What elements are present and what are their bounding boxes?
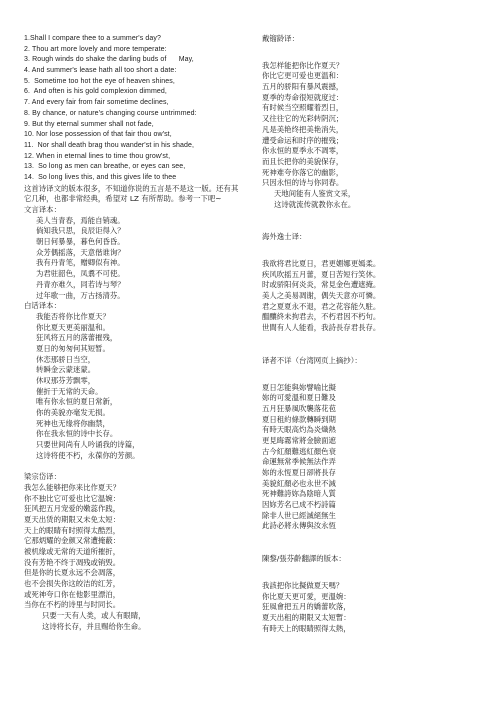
poem-line: 2. Thou art more lovely and more temperate: (24, 45, 167, 53)
spacer (262, 334, 494, 356)
poem-line: 美人之美易凋谢，偶失天意亦可憐。 (262, 291, 381, 301)
poem-line: 转瞬金云蒙迷蒙。 (36, 365, 96, 375)
poem-line: 休叹那芬芳飘零， (36, 376, 96, 385)
section-label: 梁宗岱译： (24, 472, 61, 482)
poem-line: 有时候当空照耀着烈日， (262, 103, 344, 113)
poem-line: 天上的眼睛有时照得太酷烈， (24, 525, 121, 535)
poem-line: 此詩必將永傳與汝永恆 (262, 521, 336, 531)
poem-line: 凡是美艳终把美艳消失， (262, 124, 344, 134)
poem-line: 11. Nor shall death brag thou wander'st in his shade, (24, 141, 195, 149)
intro-text: 它几种，也都非常经典，希望对 LZ 有所帮助。参考一下吧~ (24, 194, 222, 204)
poem-line: 为君驻韶色，凤翥不可使。 (36, 269, 125, 279)
poem-line: 夏日怎能與妳譬喻比擬 (262, 382, 336, 392)
poem-line: 美貌紅顏必也永世不減 (262, 478, 336, 488)
poem-line: 死神难夸你落它的幽影， (262, 167, 344, 177)
poem-line: 死神也无缘将你幽禁， (36, 418, 110, 428)
spacer (262, 243, 494, 259)
poem-line: 众芳偶摇落，天意偕谁询？ (36, 247, 125, 257)
poem-line: 命運無常季候無法作弄 (262, 457, 336, 467)
poem-line: 又往往它的光彩转阴沉； (262, 114, 344, 124)
poem-line: 你比夏天更可愛，更溫婉： (262, 591, 351, 601)
poem-line: 我能否将你比作夏天？ (36, 311, 110, 321)
poem-line: 丹青亦难久，同若诗与琴？ (36, 279, 125, 289)
poem-line: 只因永恒的诗与你同春。 (262, 178, 344, 188)
right-column (262, 34, 494, 634)
poem-line: 这诗将使不朽，永葆你的芳颜。 (36, 450, 140, 460)
poem-line: 你的美貌亦毫发无损。 (36, 408, 110, 418)
poem-line: 没有芳艳不终于凋残或销毁。 (24, 557, 121, 567)
poem-line: 3. Rough winds do shake the darling buds of May, (24, 56, 194, 64)
poem-line: 夏日租約條款轉瞬到期 (262, 414, 336, 424)
poem-line: 夏天出租的期限又太短暫： (262, 612, 351, 622)
poem-line: 有時天眼高灼為炎熾熱 (262, 425, 336, 435)
poem-line: 夏季的寿命很短就度过： (262, 92, 344, 102)
poem-line: 这诗就流传就教你永在。 (274, 199, 356, 209)
poem-line: 唯有你永恒的夏日常新， (36, 397, 118, 407)
poem-line: 10. Nor lose possession of that fair thou ow'st, (24, 131, 172, 139)
poem-line: 你比夏天更美丽温和。 (36, 322, 110, 332)
poem-line: 君之夏夏永不退，君之花容能久駐。 (262, 301, 381, 311)
poem-line: 我怎样能把你比作夏天？ (262, 60, 344, 70)
poem-line: 遭受命运和时序的摧残； (262, 135, 344, 145)
poem-line: 狂风将五月的落蕾摧残， (36, 333, 118, 343)
spacer (262, 532, 494, 554)
poem-line: 6. And often is his gold complexion dimmed, (24, 88, 167, 96)
poem-line: 五月狂暴風吹襲落花苞 (262, 403, 336, 413)
section-label: 文言译本： (24, 205, 61, 214)
section-label: 海外逸士译： (262, 232, 307, 242)
poem-line: 倘知我只思，良辰讵得入？ (36, 226, 125, 236)
poem-line: 或死神夸口你在他影里漂泊， (24, 589, 121, 599)
left-column (24, 34, 256, 633)
poem-line: 我怎么能够把你来比作夏天？ (24, 482, 121, 492)
poem-line: 我欲将君比夏日，君更媚娜更嫣柔。 (262, 259, 381, 268)
poem-line: 你永恒的夏季永不凋零， (262, 146, 344, 156)
baihua-translation (24, 312, 256, 462)
poem-line: 时或骄阳何炎炎，常見金色遭遮掩。 (262, 280, 381, 290)
poem-line: 狂风把五月宠爱的嫩蕊作践， (24, 504, 121, 514)
spacer (24, 462, 256, 473)
poem-line: 醞釀終未拘君去，不朽君因不朽句。 (262, 312, 381, 322)
poem-line: 它那炳耀的金颜又常遭掩蔽： (24, 536, 121, 546)
poem-line: 而且长把你的美貌保存， (262, 156, 344, 166)
poem-line: 5. Sometime too hot the eye of heaven shines, (24, 77, 175, 85)
dai-translation (262, 61, 494, 211)
chen-translation (262, 581, 494, 634)
poem-line: 也不会损失你这皎洁的红芳， (24, 579, 121, 589)
poem-line: 朝日何暴暴，暮色何昏昏。 (36, 237, 125, 247)
poem-line: 五月的骄阳有暴风震撼， (262, 82, 344, 92)
poem-line: 休恋那骄日当空， (36, 354, 96, 364)
poem-line: 13. So long as men can breathe, or eyes can see, (24, 163, 186, 171)
poem-line: 有時天上的眼睛照得太熱， (262, 623, 351, 633)
section-label: 陳黎/張芬齡翻譯的版本： (262, 554, 346, 564)
poem-line: 美人当青春，焉能自销魂。 (36, 215, 125, 225)
poem-line: 8. By chance, or nature's changing course untrimmed: (24, 109, 197, 117)
poem-line: 死神難誇妳為陰暗人質 (262, 489, 336, 499)
intro-text: 这首诗译文的版本很多，不知道你说的五言是不是这一版。还有其 (24, 183, 239, 193)
poem-line: 狂風會把五月的嬌蕾吹落， (262, 602, 351, 612)
spacer (262, 210, 494, 232)
poem-line: 天地间能有人鉴赏文采， (274, 188, 356, 198)
liang-translation (24, 483, 256, 633)
poem-line: 1.Shall I compare thee to a summer's day? (24, 35, 161, 42)
poem-line: 催折于无常的天命。 (36, 386, 103, 396)
poem-line: 妳的可愛溫和夏日難及 (262, 393, 336, 403)
poem-line: 古今紅顏難逃紅顏色衰 (262, 446, 336, 456)
poem-line: 夏日的匆匆何其短暂。 (36, 343, 110, 353)
poem-line: 只要一天有人类，或人有眼睛， (42, 611, 146, 621)
poem-line: 只要世间尚有人吟诵我的诗篇， (36, 440, 140, 450)
poem-line: 14. So long lives this, and this gives life to thee (24, 173, 177, 181)
section-label: 译者不详（台湾网页上摘抄）： (262, 355, 362, 365)
poem-line: 这诗将长存，并且赐给你生命。 (42, 621, 146, 631)
poem-line: 当你在不朽的诗里与时同长。 (24, 600, 121, 610)
poem-line: 你比它更可爱也更温和： (262, 71, 344, 81)
poem-line: 7. And every fair from fair sometime declines, (24, 99, 169, 107)
poem-line: 疾风吹摇五月蕾，夏日苦短行笑休。 (262, 269, 381, 279)
poem-line: 夏天出赁的期限又未免太短： (24, 514, 121, 524)
poem-line: 但是你的长夏永远不会凋落， (24, 568, 121, 578)
poem-line: 过年歌一曲，万古扬清芬。 (36, 290, 125, 300)
poem-line: 除非人世已經滅絕無生 (262, 510, 336, 520)
haiwai-translation (262, 259, 494, 334)
taiwan-translation (262, 383, 494, 533)
english-poem (24, 34, 256, 184)
section-label: 白话译本： (24, 301, 61, 311)
poem-line: 更見晦霧常將金臉面遮 (262, 435, 336, 445)
poem-line: 因妳芳名已成不朽詩篇 (262, 500, 336, 510)
poem-line: 4. And summer's lease hath all too short a date: (24, 67, 177, 75)
poem-line: 妳的永恆夏日卻將長存 (262, 468, 336, 477)
poem-line: 9. But thy eternal summer shall not fade, (24, 120, 154, 128)
spacer (262, 367, 494, 383)
poem-line: 12. When in eternal lines to time thou grow'st, (24, 152, 171, 160)
spacer (262, 45, 494, 61)
section-label: 戴镏龄译： (262, 34, 299, 43)
poem-line: 被机缘或无常的天道所摧折， (24, 547, 121, 556)
poem-line: 你不独比它可爱也比它温婉： (24, 493, 121, 503)
poem-line: 我有丹青笔，赠卿似有神。 (36, 258, 125, 268)
poem-line: 我該把你比擬做夏天嗎？ (262, 580, 344, 590)
wenyan-translation (24, 216, 256, 302)
spacer (262, 565, 494, 581)
poem-line: 你在我永恒的诗中长存。 (36, 429, 118, 439)
poem-line: 世間有人人能看，我詩長存君長存。 (262, 323, 381, 333)
